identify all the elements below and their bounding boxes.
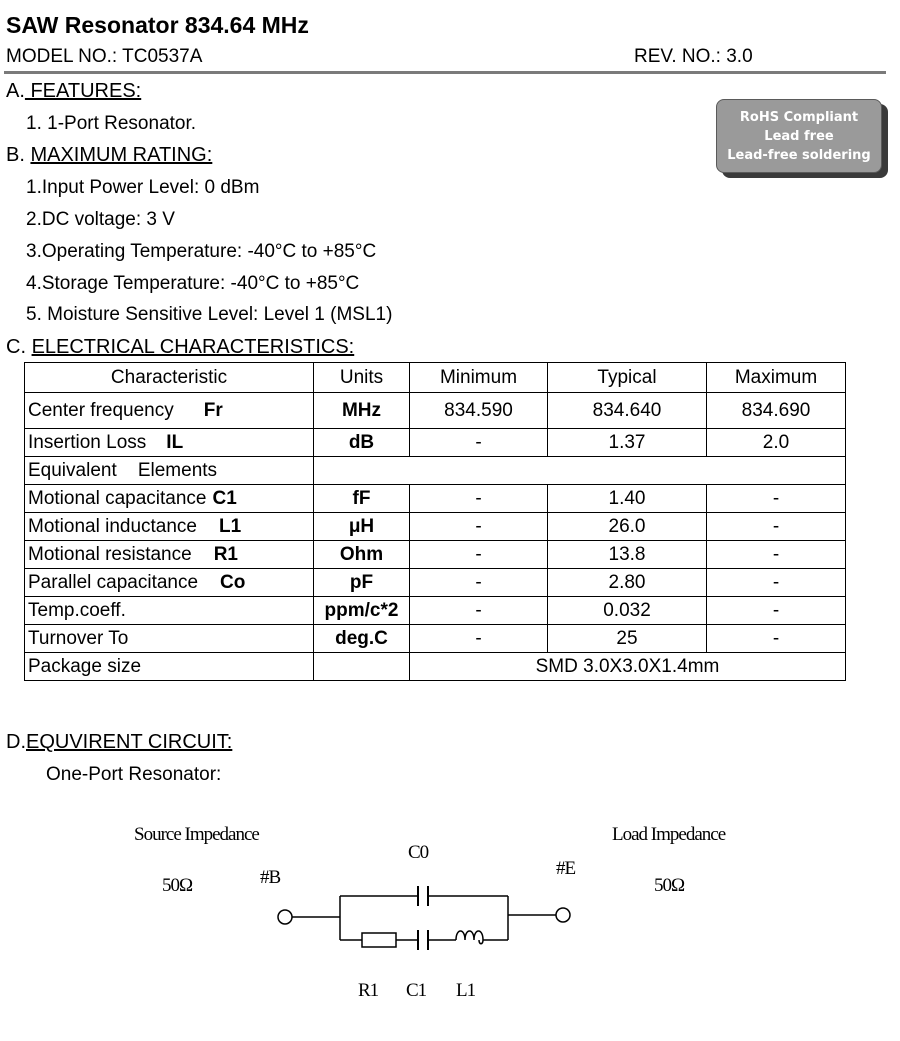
header-divider: [4, 71, 886, 74]
row-name: [25, 513, 314, 541]
table-row: [25, 513, 846, 541]
row-unit: μH: [314, 513, 410, 541]
row-min: -: [410, 513, 548, 541]
row-min: -: [410, 597, 548, 625]
r1-resistor-icon: [362, 933, 396, 947]
section-max-rating: [6, 144, 212, 167]
row-symbol: R1: [213, 543, 238, 565]
page-title: SAW Resonator 834.64 MHz: [6, 12, 309, 38]
source-impedance-value: 50Ω: [162, 875, 193, 896]
header-typical: Typical: [548, 363, 707, 393]
row-max: -: [707, 597, 846, 625]
header-units: Units: [314, 363, 410, 393]
row-min: -: [410, 625, 548, 653]
row-name: Temp.coeff.: [25, 597, 314, 625]
row-name: Turnover To: [25, 625, 314, 653]
source-impedance-label: Source Impedance: [134, 824, 259, 845]
section-circuit-prefix: D.: [6, 731, 26, 753]
row-max: 2.0: [707, 429, 846, 457]
table-row: [25, 597, 846, 625]
r1-label: R1: [358, 980, 379, 1001]
row-unit: dB: [314, 429, 410, 457]
row-max: -: [707, 569, 846, 597]
section-features-prefix: A.: [6, 80, 25, 102]
rating-item: 1.Input Power Level: 0 dBm: [26, 177, 260, 198]
row-name-text: Insertion Loss: [28, 431, 147, 453]
row-name-text: Motional capacitance: [28, 487, 207, 509]
section-features: [6, 80, 141, 103]
row-min: -: [410, 569, 548, 597]
rating-item: 5. Moisture Sensitive Level: Level 1 (MSL1): [26, 304, 393, 325]
rating-item: 2.DC voltage: 3 V: [26, 209, 175, 230]
section-max-rating-heading: MAXIMUM RATING:: [30, 144, 213, 166]
row-max: -: [707, 485, 846, 513]
table-row: [25, 457, 846, 485]
section-max-rating-prefix: B.: [6, 144, 31, 166]
revision-number: REV. NO.: 3.0: [634, 46, 753, 67]
row-name: Package size: [25, 653, 314, 681]
row-name: [25, 485, 314, 513]
port-e-label: #E: [556, 858, 576, 879]
row-name-text: Motional inductance: [28, 515, 197, 537]
c1-label: C1: [406, 980, 427, 1001]
table-row: [25, 485, 846, 513]
section-features-heading: FEATURES:: [24, 80, 142, 102]
rating-item: 4.Storage Temperature: -40°C to +85°C: [26, 273, 360, 294]
rohs-badge-line3: Lead-free soldering: [727, 148, 871, 163]
table-row: [25, 569, 846, 597]
load-impedance-label: Load Impedance: [612, 824, 726, 845]
row-symbol: Fr: [203, 399, 223, 421]
row-unit: ppm/c*2: [314, 597, 410, 625]
c0-label: C0: [408, 842, 429, 863]
table-row: [25, 393, 846, 429]
row-symbol: L1: [219, 515, 242, 537]
row-package-value: SMD 3.0X3.0X1.4mm: [410, 653, 846, 681]
load-impedance-value: 50Ω: [654, 875, 685, 896]
section-electrical-prefix: C.: [6, 336, 32, 358]
row-unit: fF: [314, 485, 410, 513]
row-symbol: Co: [220, 571, 246, 593]
row-name-text: Center frequency: [28, 399, 174, 421]
header-characteristic: Characteristic: [25, 363, 314, 393]
section-circuit: [6, 731, 232, 754]
row-name: [25, 429, 314, 457]
row-unit: Ohm: [314, 541, 410, 569]
row-max: -: [707, 541, 846, 569]
rohs-badge-line2: Lead free: [764, 129, 834, 144]
row-symbol: C1: [212, 487, 237, 509]
row-name: [25, 541, 314, 569]
l1-inductor-icon: [456, 931, 483, 944]
equivalent-circuit-diagram: [0, 810, 900, 1010]
feature-item: 1. 1-Port Resonator.: [26, 113, 197, 134]
row-unit: MHz: [314, 393, 410, 429]
terminal-e-icon: [556, 908, 570, 922]
rohs-badge: [716, 99, 882, 173]
row-name-text: Parallel capacitance: [28, 571, 199, 593]
table-row: [25, 625, 846, 653]
table-row: [25, 429, 846, 457]
table-header-row: [25, 363, 846, 393]
header-minimum: Minimum: [410, 363, 548, 393]
row-max: 834.690: [707, 393, 846, 429]
port-b-label: #B: [260, 867, 281, 888]
row-name: [25, 393, 314, 429]
row-empty-span: [314, 457, 846, 485]
row-typ: 834.640: [548, 393, 707, 429]
row-min: -: [410, 541, 548, 569]
table-row: [25, 653, 846, 681]
row-unit: [314, 653, 410, 681]
model-number: MODEL NO.: TC0537A: [6, 46, 203, 67]
row-unit: pF: [314, 569, 410, 597]
l1-label: L1: [456, 980, 476, 1001]
table-row: [25, 541, 846, 569]
header-maximum: Maximum: [707, 363, 846, 393]
section-circuit-heading: EQUVIRENT CIRCUIT:: [26, 731, 233, 753]
rating-item: 3.Operating Temperature: -40°C to +85°C: [26, 241, 377, 262]
row-typ: 1.40: [548, 485, 707, 513]
row-max: -: [707, 625, 846, 653]
row-min: -: [410, 429, 548, 457]
row-max: -: [707, 513, 846, 541]
row-typ: 2.80: [548, 569, 707, 597]
row-typ: 13.8: [548, 541, 707, 569]
row-name-text: Motional resistance: [28, 543, 192, 565]
row-name: [25, 569, 314, 597]
row-min: -: [410, 485, 548, 513]
row-typ: 25: [548, 625, 707, 653]
terminal-b-icon: [278, 910, 292, 924]
row-typ: 0.032: [548, 597, 707, 625]
circuit-subtitle: One-Port Resonator:: [46, 764, 222, 785]
row-symbol: IL: [166, 431, 184, 453]
electrical-characteristics-table: [24, 362, 846, 681]
row-unit: deg.C: [314, 625, 410, 653]
section-electrical: [6, 336, 354, 359]
row-name: Equivalent Elements: [25, 457, 314, 485]
row-typ: 1.37: [548, 429, 707, 457]
row-typ: 26.0: [548, 513, 707, 541]
rohs-badge-line1: RoHS Compliant: [739, 110, 859, 125]
section-electrical-heading: ELECTRICAL CHARACTERISTICS:: [31, 336, 355, 358]
row-min: 834.590: [410, 393, 548, 429]
